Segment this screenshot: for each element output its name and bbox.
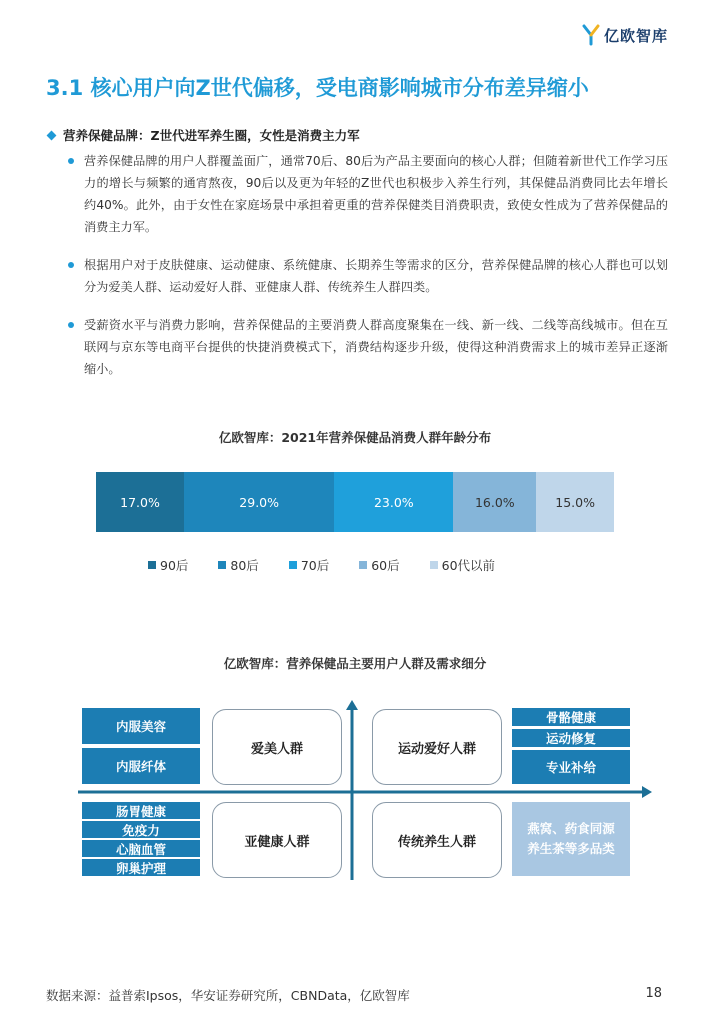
need-box: 肠胃健康 bbox=[82, 802, 200, 819]
need-box-traditional bbox=[512, 802, 630, 876]
quadrant-sports: 运动爱好人群 bbox=[372, 709, 502, 785]
need-box: 专业补给 bbox=[512, 750, 630, 784]
bullet-text: 营养保健品牌的用户人群覆盖面广，通常70后、80后为产品主要面向的核心人群；但随着新世代工作学习压力的增长与频繁的通宵熬夜，90后以及更为年轻的Z世代也积极步入养生行列，其保健品消费同比去年增长约40%。此外，由于女性在家庭场景中承担着更重的营养保健类目消费职责，致使女性成为了营养保健品的消费主力军。 bbox=[84, 154, 668, 234]
need-box: 骨骼健康 bbox=[512, 708, 630, 726]
data-label: 16.0% bbox=[474, 494, 515, 510]
page-title: 3.1 核心用户向Z世代偏移，受电商影响城市分布差异缩小 bbox=[46, 76, 589, 100]
bullet-text: 受薪资水平与消费力影响，营养保健品的主要消费人群高度聚集在一线、新一线、二线等高线城市。但在互联网与京东等电商平台提供的快捷消费模式下，消费结构逐步升级，使得这种消费需求上的城市差异正逐渐缩小。 bbox=[84, 318, 668, 376]
page-number: 18 bbox=[645, 986, 662, 1001]
data-label: 29.0% bbox=[239, 494, 280, 510]
legend-label: 70后 bbox=[300, 558, 330, 573]
need-text: 养生茶等多品类 bbox=[527, 841, 615, 856]
legend-label: 60后 bbox=[371, 558, 400, 573]
quadrant-traditional: 传统养生人群 bbox=[372, 802, 502, 878]
chart-title: 亿欧智库：2021年营养保健品消费人群年龄分布 bbox=[218, 430, 492, 445]
need-box: 卵巢护理 bbox=[82, 859, 200, 876]
need-text: 燕窝、药食同源 bbox=[527, 821, 615, 836]
diagram-title: 亿欧智库：营养保健品主要用户人群及需求细分 bbox=[223, 656, 487, 671]
logo-text: 亿欧智库 bbox=[603, 26, 668, 45]
need-box: 内服美容 bbox=[82, 708, 200, 744]
data-label: 15.0% bbox=[555, 494, 595, 510]
legend-label: 90后 bbox=[160, 558, 189, 573]
quadrant-beauty: 爱美人群 bbox=[212, 709, 342, 785]
legend-label: 60代以前 bbox=[441, 558, 496, 573]
need-box: 运动修复 bbox=[512, 729, 630, 747]
need-box: 内服纤体 bbox=[82, 748, 200, 784]
legend-label: 80后 bbox=[230, 558, 259, 573]
subhead-text: 营养保健品牌：Z世代进军养生圈，女性是消费主力军 bbox=[63, 128, 360, 143]
need-box: 免疫力 bbox=[82, 821, 200, 838]
data-label: 23.0% bbox=[373, 494, 414, 510]
data-label: 17.0% bbox=[120, 494, 160, 510]
need-box: 心脑血管 bbox=[82, 840, 200, 857]
bullet-text: 根据用户对于皮肤健康、运动健康、系统健康、长期养生等需求的区分，营养保健品牌的核心人群也可以划分为爱美人群、运动爱好人群、亚健康人群、传统养生人群四类。 bbox=[84, 258, 668, 294]
quadrant-subhealth: 亚健康人群 bbox=[212, 802, 342, 878]
data-source: 数据来源：益普索Ipsos，华安证券研究所，CBNData，亿欧智库 bbox=[46, 988, 410, 1003]
